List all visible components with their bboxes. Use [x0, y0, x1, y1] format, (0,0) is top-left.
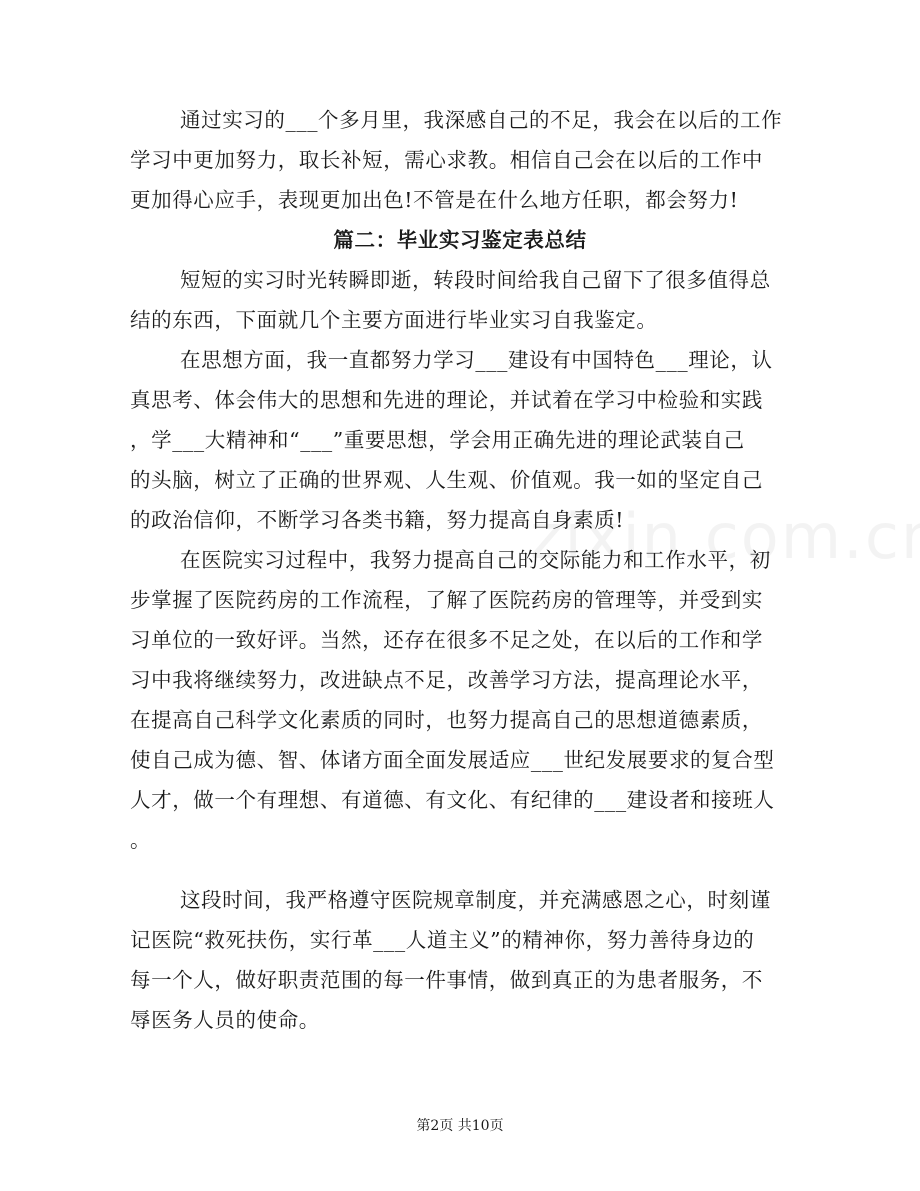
paragraph-line: 步掌握了医院药房的工作流程，了解了医院药房的管理等，并受到实 — [130, 588, 763, 612]
paragraph-line: 辱医务人员的使命。 — [130, 1008, 320, 1032]
paragraph-line: 这段时间，我严格遵守医院规章制度，并充满感恩之心，时刻谨 — [180, 888, 771, 912]
paragraph-line: 使自己成为德、智、体诸方面全面发展适应___世纪发展要求的复合型 — [130, 748, 775, 772]
paragraph-line: 通过实习的___个多月里，我深感自己的不足，我会在以后的工作 — [180, 108, 783, 132]
paragraph-line: 每一个人，做好职责范围的每一件事情，做到真正的为患者服务，不 — [130, 968, 763, 992]
paragraph-line: 在提高自己科学文化素质的同时，也努力提高自己的思想道德素质， — [130, 708, 763, 732]
paragraph-line: 记医院“救死扶伤，实行革___人道主义”的精神你，努力善待身边的 — [130, 928, 755, 952]
paragraph-line: 习单位的一致好评。当然，还存在很多不足之处，在以后的工作和学 — [130, 628, 763, 652]
section-heading: 篇二：毕业实习鉴定表总结 — [333, 228, 587, 252]
paragraph-line: 的头脑，树立了正确的世界观、人生观、价值观。我一如的坚定自己 — [130, 468, 763, 492]
paragraph-line: 真思考、体会伟大的思想和先进的理论，并试着在学习中检验和实践 — [130, 388, 763, 412]
paragraph-line: 的政治信仰，不断学习各类书籍，努力提高自身素质! — [130, 508, 625, 532]
paragraph-line: 。 — [130, 828, 152, 852]
paragraph-line: 结的东西，下面就几个主要方面进行毕业实习自我鉴定。 — [130, 308, 658, 332]
paragraph-line: 习中我将继续努力，改进缺点不足，改善学习方法，提高理论水平， — [130, 668, 763, 692]
paragraph-line: 人才，做一个有理想、有道德、有文化、有纪律的___建设者和接班人 — [130, 788, 775, 812]
paragraph-line: 更加得心应手，表现更加出色!不管是在什么地方任职，都会努力! — [130, 188, 739, 212]
paragraph-line: 学习中更加努力，取长补短，需心求教。相信自己会在以后的工作中 — [130, 148, 763, 172]
paragraph-line: 在医院实习过程中，我努力提高自己的交际能力和工作水平，初 — [180, 548, 771, 572]
paragraph-line: 在思想方面，我一直都努力学习___建设有中国特色___理论，认 — [180, 348, 773, 372]
page-number-footer: 第2页 共10页 — [416, 1118, 504, 1134]
paragraph-line: ，学___大精神和“___”重要思想，学会用正确先进的理论武装自己 — [130, 428, 745, 452]
paragraph-line: 短短的实习时光转瞬即逝，转段时间给我自己留下了很多值得总 — [180, 268, 771, 292]
